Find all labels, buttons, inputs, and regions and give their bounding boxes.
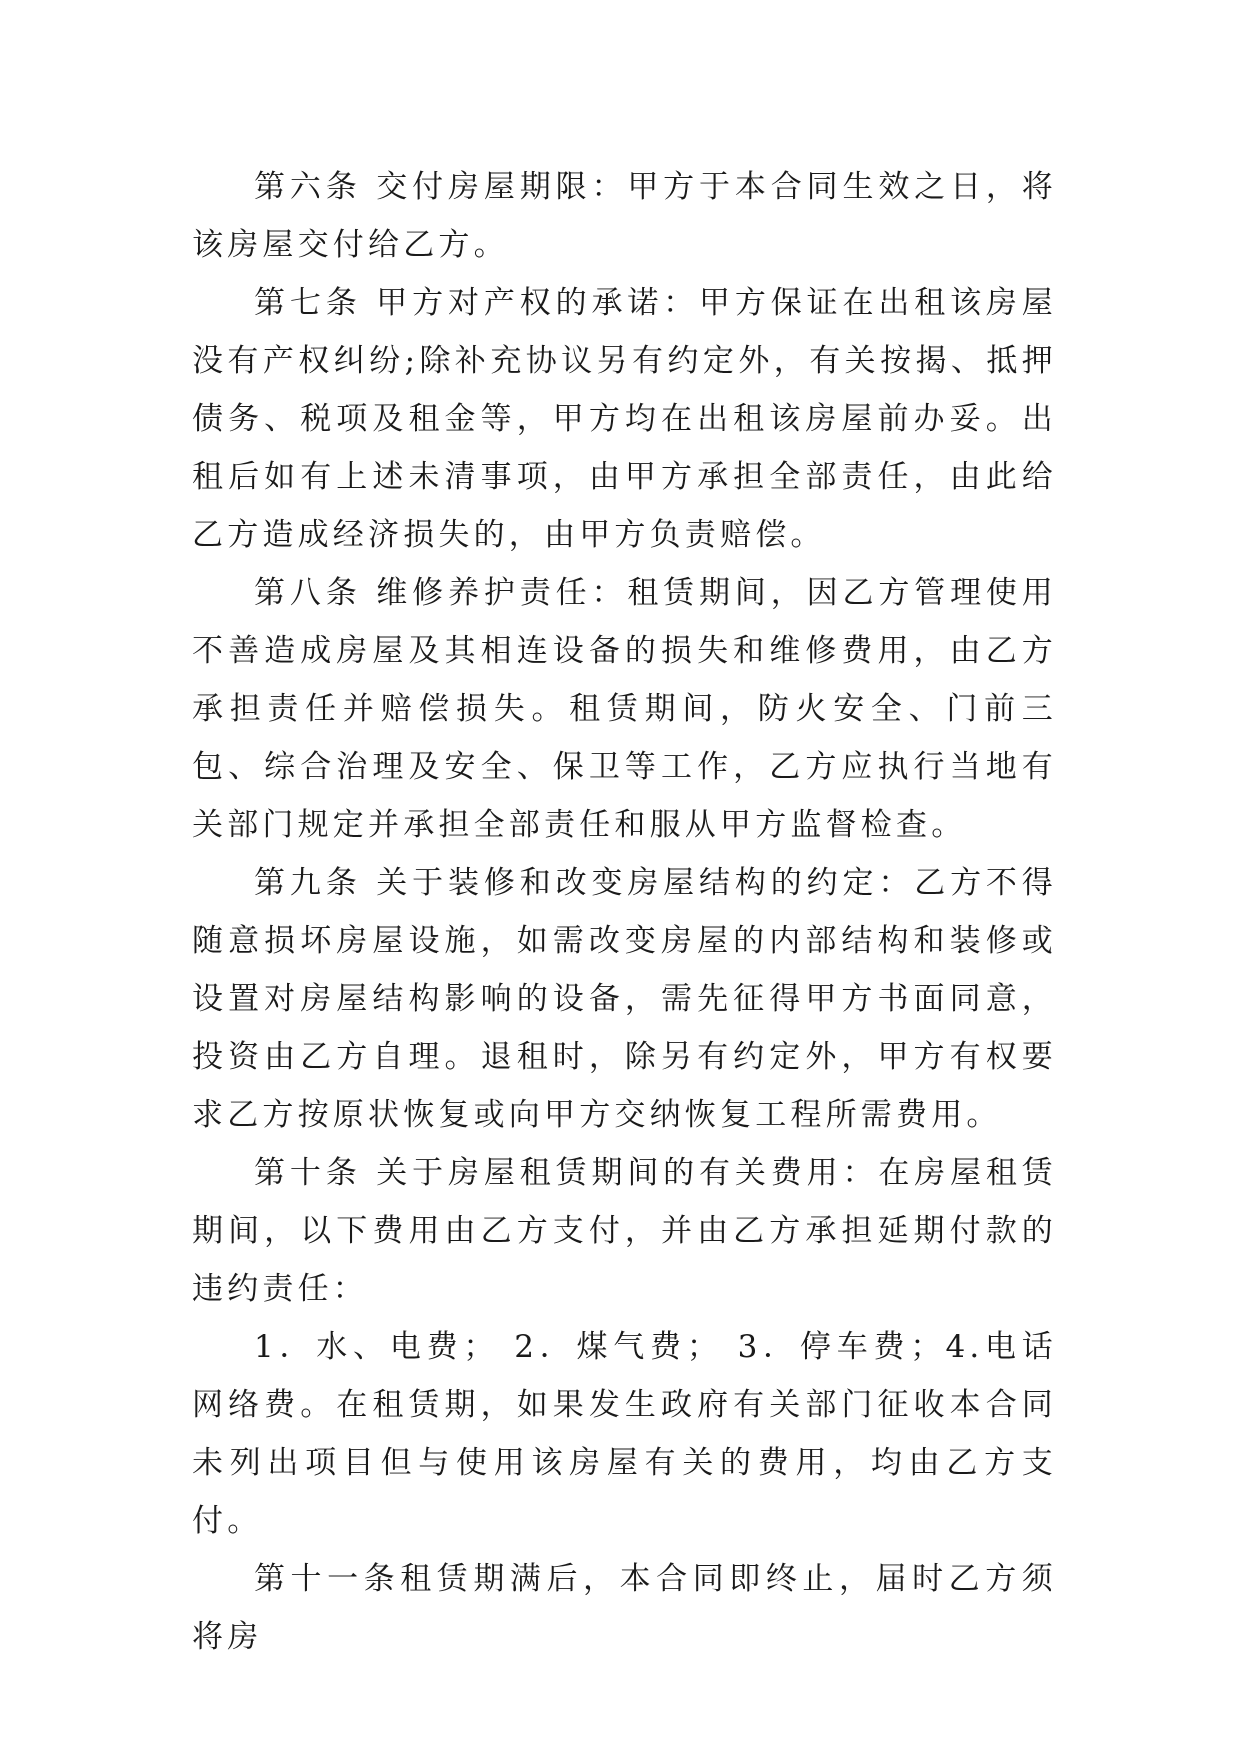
paragraph-article-6: 第六条 交付房屋期限：甲方于本合同生效之日，将该房屋交付给乙方。: [192, 169, 1057, 263]
paragraph-article-7: 第七条 甲方对产权的承诺：甲方保证在出租该房屋没有产权纠纷;除补充协议另有约定外，有关按揭、抵押债务、税项及租金等，甲方均在出租该房屋前办妥。出租后如有上述未清事项，由甲方承担全部责任，由此给乙方造成经济损失的，由甲方负责赔偿。: [192, 285, 1057, 553]
paragraph-article-9: 第九条 关于装修和改变房屋结构的约定：乙方不得随意损坏房屋设施，如需改变房屋的内部结构和装修或设置对房屋结构影响的设备，需先征得甲方书面同意，投资由乙方自理。退租时，除另有约定外，甲方有权要求乙方按原状恢复或向甲方交纳恢复工程所需费用。: [192, 865, 1057, 1133]
paragraph-article-11: 第十一条租赁期满后，本合同即终止，届时乙方须将房: [192, 1561, 1057, 1655]
paragraph-article-10: 第十条 关于房屋租赁期间的有关费用：在房屋租赁期间，以下费用由乙方支付，并由乙方承担延期付款的违约责任：: [192, 1155, 1057, 1307]
document-body: [192, 158, 1057, 1666]
paragraph-article-8: 第八条 维修养护责任：租赁期间，因乙方管理使用不善造成房屋及其相连设备的损失和维修费用，由乙方承担责任并赔偿损失。租赁期间，防火安全、门前三包、综合治理及安全、保卫等工作，乙方应执行当地有关部门规定并承担全部责任和服从甲方监督检查。: [192, 575, 1057, 843]
paragraph-fee-list: 1．水、电费； 2．煤气费； 3．停车费；4.电话网络费。在租赁期，如果发生政府有关部门征收本合同未列出项目但与使用该房屋有关的费用，均由乙方支付。: [192, 1329, 1057, 1539]
